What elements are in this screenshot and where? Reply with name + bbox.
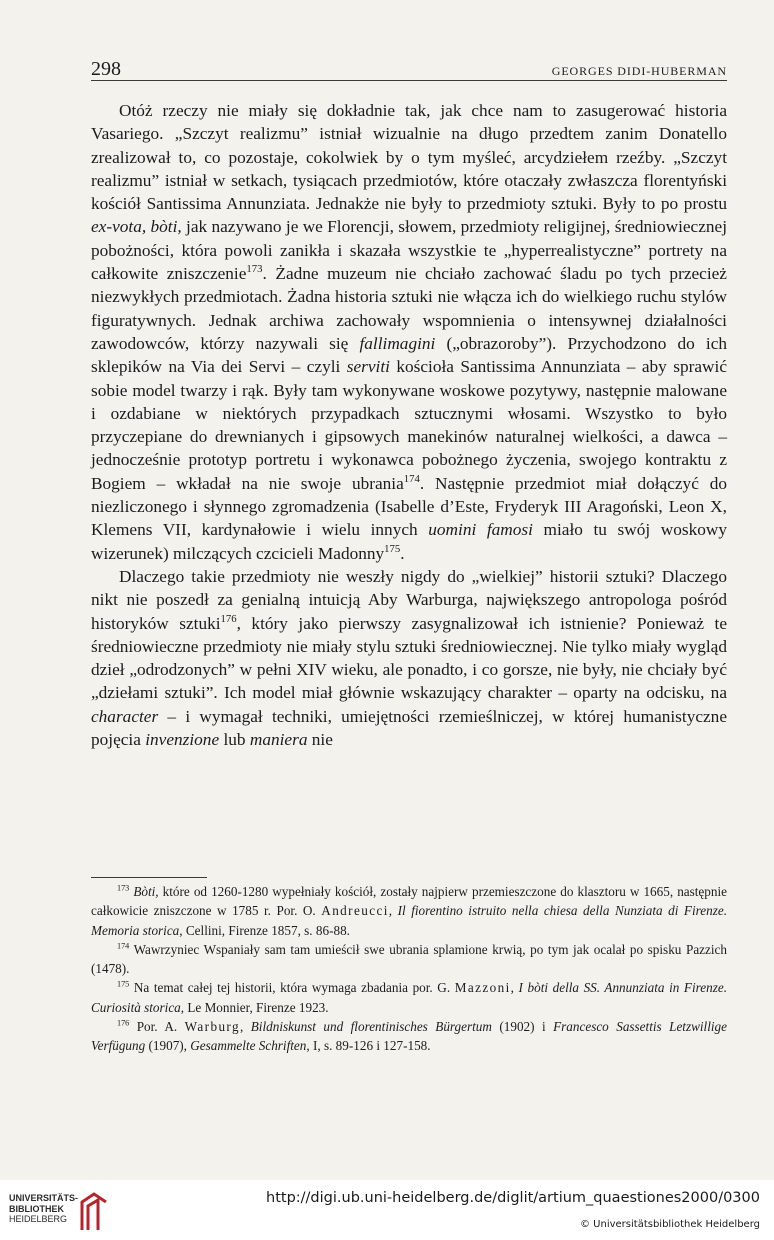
paragraph-1: Otóż rzeczy nie miały się dokładnie tak, jak chce nam to zasugerować historia Vasariego. „Szczyt realizmu” istniał wizualnie na długo przedtem zanim Donatello zrealizował to, co pozostaje, cokolwiek by o tym myśleć, arcydziełem rzeźby. „Szczyt realizmu” istniał w setkach, tysiącach przedmiotów, które otaczały zwłaszcza florentyński kościół Santissima Annunziata. Jednakże nie były to przedmioty sztuki. Były to po prostu ex-vota, bòti, jak nazywano je we Florencji, słowem, przedmioty religijnej, średniowiecznej pobożności, która powoli zanikła i skazała wszystkie te „hyperrealistyczne” portrety na całkowite zniszczenie$^{173}$. Żadne muzeum nie chciało zachować śladu po tych przecież niezwykłych przedmiotach. Żadna historia sztuki nie włącza ich do wielkiego ruchu stylów figuratywnych. Jednak archiwa zachowały wspomnienia o intensywnej działalności zawodowców, którzy nazywali się fallimagini („obrazoroby”). Przychodzono do ich sklepików na Via dei Servi – czyli serviti kościoła Santissima Annunziata – aby sprawić sobie model twarzy i rąk. Były tam wykonywane woskowe pozytywy, następnie malowane i ozdabiane w niektórych przypadkach sztucznymi włosami. Wszystko to było przyczepiane do drewnianych i gipsowych manekinów naturalnej wielkości, a dawca – jednocześnie prototyp portretu i wykonawca pobożnego życzenia, swojego kontraktu z Bogiem – wkładał na nie swoje ubrania$^{174}$. Następnie przedmiot miał dołączyć do niezliczonego i słynnego zgromadzenia (Isabelle d’Este, Fryderyk III Aragoński, Leon X, Klemens VII, kardynałowie i wielu innych uomini famosi miało tu swój woskowy wizerunek) milczących czcicieli Madonny$^{175}$. [91, 101, 728, 563]
digitization-footer [0, 1180, 774, 1240]
library-logo-icon [78, 1190, 110, 1232]
footnote-ref-176[interactable]: 176 [220, 612, 237, 625]
footnote-ref-175[interactable]: 175 [384, 542, 401, 555]
copyright-notice: © Universitätsbibliothek Heidelberg [579, 1219, 760, 1230]
footnote-ref-174[interactable]: 174 [403, 472, 420, 485]
page-header [91, 58, 727, 81]
footnote-176: $^{176}$ Por. A. Warburg, Bildniskunst und florentinisches Bürgertum (1902) i Francesco Sassettis Letzwillige Verfügung (1907), Gesammelte Schriften, I, s. 89-126 i 127-158. [91, 1018, 727, 1054]
paragraph-2: Dlaczego takie przedmioty nie weszły nigdy do „wielkiej” historii sztuki? Dlaczego nikt nie poszedł za genialną intuicją Aby Warburga, największego antropologa pośród historyków sztuki$^{176}$, który jako pierwszy zasygnalizował ich istnienie? Ponieważ te średniowieczne przedmioty nie miały stylu sztuki średniowiecznej. Nie tylko miały wygląd dzieł „odrodzonych” w pełni XIV wieku, ale ponadto, i co gorsze, nie były, nie chciały być „dziełami sztuki”. Ich model miał głównie wskazujący charakter – oparty na odcisku, na character – i wymagał techniki, umiejętności rzemieślniczej, w której humanistyczne pojęcia invenzione lub maniera nie [91, 566, 727, 750]
footnote-175: $^{175}$ Na temat całej tej historii, która wymaga zbadania por. G. Mazzoni, I bòti della SS. Annunziata in Firenze. Curiosità storica, Le Monnier, Firenze 1923. [91, 980, 728, 1015]
library-logo-text: UNIVERSITÄTS- BIBLIOTHEK HEIDELBERG [9, 1193, 79, 1224]
footnote-174: $^{174}$ Wawrzyniec Wspaniały sam tam umieścił swe ubrania splamione krwią, po tym jak ocalał po spisku Pazzich (1478). [91, 941, 727, 977]
running-head: GEORGES DIDI-HUBERMAN [551, 64, 727, 78]
footnotes [91, 882, 727, 1056]
source-url-link[interactable]: http://digi.ub.uni-heidelberg.de/diglit/artium_quaestiones2000/0300 [266, 1190, 760, 1206]
footnote-divider [91, 877, 207, 878]
footnote-ref-173[interactable]: 173 [246, 263, 263, 276]
page-number: 298 [91, 58, 121, 80]
main-text [91, 99, 727, 751]
footnote-173: $^{173}$ Bòti, które od 1260-1280 wypełniały kościół, zostały najpierw przemieszczone do klasztoru w 1665, następnie całkowicie zniszczone w 1785 r. Por. O. Andreucci, Il fiorentino istruito nella chiesa della Nunziata di Firenze. Memoria storica, Cellini, Firenze 1857, s. 86-88. [91, 883, 728, 938]
